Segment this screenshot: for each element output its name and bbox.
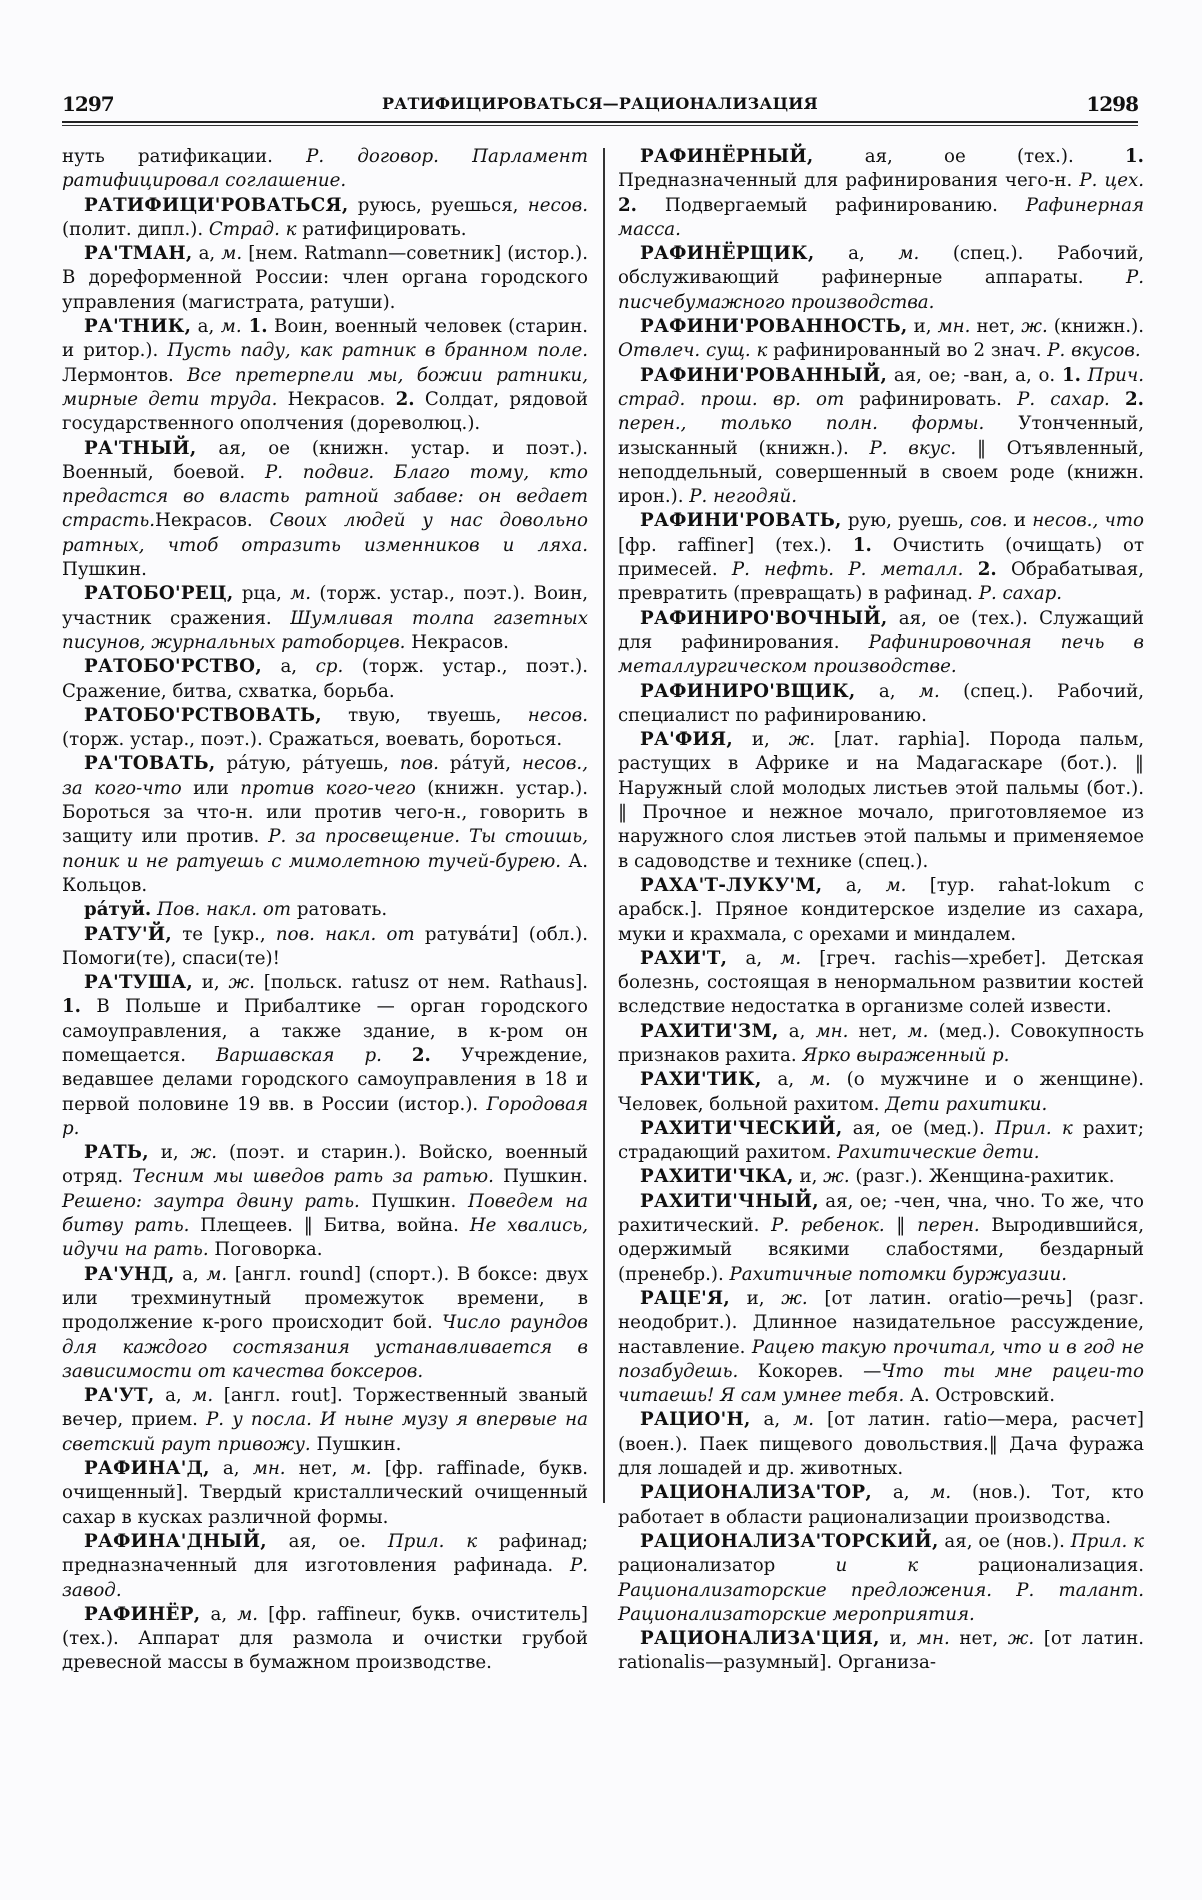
entry-text: а,: [761, 1069, 810, 1091]
dictionary-entry: [618, 509, 1144, 606]
entry-text: ‖: [884, 1215, 918, 1237]
entry-text: ‖ Отъявленный, неподдельный, совершенный в своем роде (книжн. ирон.).: [618, 437, 1144, 508]
italic-text: Пов. накл. от: [157, 899, 292, 921]
entry-text: [фр. raffineur, букв. очиститель] (тех.). Аппарат для размола и очистки грубой древесной массы в бумажном производстве.: [62, 1603, 589, 1674]
dictionary-entry: [618, 1020, 1144, 1069]
headword: РАТОБО'РЕЦ,: [84, 583, 234, 605]
entry-text: (разг.). Женщина-рахитик.: [849, 1166, 1115, 1188]
headword: РАТОБО'РСТВО,: [84, 656, 262, 678]
italic-text: Р. цех.: [1079, 170, 1145, 192]
entry-text: а,: [855, 680, 919, 702]
entry-text: а,: [727, 947, 781, 969]
entry-text: или: [181, 777, 241, 799]
headword: РАХИТИ'ЧЕСКИЙ,: [640, 1117, 843, 1139]
italic-text: и к: [835, 1555, 919, 1577]
dictionary-entry: [62, 1457, 588, 1530]
italic-text: мн.: [916, 1628, 950, 1650]
headword: РАФИНА'ДНЫЙ,: [84, 1530, 267, 1552]
dictionary-entry: [62, 194, 588, 243]
italic-text: несов.: [527, 194, 588, 216]
italic-text: м.: [793, 1409, 814, 1431]
headword: РА'ТОВАТЬ,: [84, 753, 216, 775]
entry-text: Пушкин.: [62, 559, 147, 581]
left-column: [62, 145, 588, 1676]
entry-text: Лермонтов.: [62, 364, 188, 386]
entry-text: рахит; страдающий рахитом.: [618, 1117, 1144, 1164]
headword: РАФИНИРО'ВОЧНЫЙ,: [640, 607, 888, 629]
italic-text: Р. вкус.: [869, 437, 957, 459]
italic-text: Рафинерная масса.: [618, 194, 1144, 240]
entry-text: и: [1007, 510, 1033, 532]
italic-text: несов., что: [1032, 510, 1144, 532]
headword: РАФИНА'Д,: [84, 1458, 210, 1480]
entry-text: и,: [879, 1628, 917, 1650]
dictionary-entry: [618, 947, 1144, 1020]
italic-text: Р. договор. Парламент ратифицировал соглашение.: [62, 146, 588, 192]
entry-text: (нов.). Тот, кто работает в области рационализации производства.: [618, 1482, 1145, 1528]
entry-text: ратува́ти] (обл.). Помоги(те), спаси(те)!: [62, 923, 588, 969]
headword: РА'ТУША,: [84, 972, 193, 994]
entry-text: а,: [750, 1409, 794, 1431]
italic-text: перен.: [917, 1215, 980, 1237]
italic-text: м.: [220, 316, 242, 338]
sense-number: 1.: [62, 996, 81, 1018]
entry-text: Утонченный, изысканный (книжн.).: [618, 413, 1145, 459]
entry-text: [фр. raffinade, букв. очищенный]. Твердый кристаллический очищенный сахар в кусках различной формы.: [62, 1458, 589, 1528]
entry-text: ая, ое (книжн. устар. и поэт.). Военный, боевой.: [62, 437, 588, 483]
headword: РАЦИО'Н,: [640, 1409, 751, 1431]
italic-text: Решено: заутра двину рать.: [62, 1190, 360, 1212]
dictionary-entry: [618, 145, 1144, 242]
dictionary-entry: [618, 242, 1144, 315]
italic-text: Шумливая толпа газетных писунов, журнальных ратоборцев.: [62, 607, 588, 653]
entry-text: Пушкин.: [493, 1166, 588, 1188]
entry-text: Учреждение, ведавшее делами городского самоуправления в 18 и первой половине 19 вв. в России (истор.).: [62, 1044, 588, 1115]
entry-text: (поэт. и старин.). Войско, военный отряд.: [62, 1142, 588, 1188]
column-divider: [603, 148, 605, 1503]
italic-text: Не хвались, идучи на рать.: [62, 1215, 588, 1261]
entry-text: (книжн.).: [1047, 316, 1145, 338]
dictionary-entry: [618, 1190, 1144, 1287]
entry-text: рафинировать.: [844, 388, 1018, 410]
entry-text: [от латин. rationalis—разумный]. Организа-: [618, 1628, 1145, 1674]
dictionary-entry: [62, 315, 588, 436]
italic-text: —Что ты мне рацеи-то читаешь! Я сам умнее тебя.: [618, 1360, 1144, 1407]
italic-text: пов.: [399, 753, 439, 775]
entry-text: Пушкин.: [310, 1433, 402, 1455]
entry-text: и,: [148, 1142, 191, 1164]
entry-text: рафинированный во 2 знач.: [767, 340, 1048, 362]
dictionary-entry: [618, 364, 1144, 510]
entry-text: Очистить (очищать) от примесей.: [618, 534, 1145, 581]
sense-number: 1.: [241, 316, 268, 338]
italic-text: м.: [918, 680, 940, 702]
headword: РАФИНЁРНЫЙ,: [640, 146, 814, 167]
italic-text: Р. писчебумажного производства.: [618, 267, 1144, 313]
entry-text: нет,: [285, 1458, 351, 1480]
entry-text: ая, ое; -ван, а, о.: [887, 364, 1062, 386]
italic-text: Р. негодяй.: [689, 486, 798, 508]
italic-text: Р. подвиг. Благо тому, кто предастся во власть ратной забаве: он ведает страсть.: [62, 461, 588, 532]
entry-text: ая, ое; -чен, чна, чно. То же, что рахитический.: [618, 1190, 1144, 1237]
entry-text: рационализатор: [618, 1555, 836, 1577]
headword: РАХИ'ТИК,: [640, 1069, 762, 1091]
entry-text: [1110, 389, 1125, 410]
entry-text: [нем. Ratmann—советник] (истор.). В дореформенной России: член органа городского управления (магистрата, ратуши).: [62, 243, 588, 313]
headword: РАФИНЁР,: [84, 1603, 201, 1625]
entry-text: А. Кольцов.: [62, 850, 588, 896]
headword: РА'УНД,: [84, 1263, 175, 1285]
page-number-left: 1297: [62, 92, 114, 116]
italic-text: Прил. к: [387, 1530, 478, 1552]
dictionary-entry: [62, 752, 588, 898]
entry-text: ая, ое.: [266, 1530, 388, 1552]
italic-text: несов.: [527, 704, 588, 726]
entry-text: ра́тую, ра́туешь,: [215, 753, 400, 775]
entry-text: а,: [209, 1458, 253, 1480]
italic-text: мн.: [815, 1020, 849, 1042]
entry-text: Солдат, рядовой государственного ополчения (дореволюц.).: [62, 388, 588, 435]
italic-text: Поведем на битву рать.: [62, 1190, 588, 1237]
entry-text: нет,: [848, 1020, 908, 1042]
sense-number: 2.: [411, 1044, 431, 1066]
italic-text: м.: [221, 243, 243, 265]
italic-text: ж.: [781, 1287, 808, 1309]
entry-text: [963, 559, 977, 580]
entry-text: [польск. ratusz от нем. Rathaus].: [254, 972, 588, 994]
italic-text: Страд. к: [208, 218, 297, 240]
entry-text: Воин, военный человек (старин. и ритор.).: [62, 316, 589, 362]
italic-text: м.: [898, 243, 920, 265]
headword: РАЦИОНАЛИЗА'ТОРСКИЙ,: [640, 1530, 939, 1552]
entry-text: те [укр.,: [171, 923, 276, 945]
entry-text: и,: [192, 972, 229, 994]
italic-text: Прил. к: [1070, 1530, 1144, 1552]
entry-text: и,: [793, 1166, 824, 1188]
headword: РА'ТМАН,: [84, 243, 193, 265]
entry-text: (спец.). Рабочий, специалист по рафинированию.: [618, 680, 1144, 726]
italic-text: Р. завод.: [62, 1555, 588, 1601]
entry-text: (о мужчине и о женщине). Человек, больной рахитом.: [618, 1069, 1145, 1115]
italic-text: Прил. к: [995, 1117, 1073, 1139]
sense-number: 1.: [852, 534, 872, 556]
dictionary-entry: [618, 315, 1144, 364]
entry-text: рца,: [233, 583, 291, 605]
entry-text: Плещеев. ‖ Битва, война.: [189, 1215, 470, 1237]
headword: РАТЬ,: [84, 1142, 149, 1164]
entry-text: руюсь, руешься,: [348, 194, 528, 216]
entry-text: Предназначенный для рафинирования чего-н.: [618, 170, 1080, 192]
entry-text: а,: [814, 243, 899, 265]
sense-number: 2.: [618, 194, 637, 216]
entry-text: а,: [191, 316, 221, 338]
sense-number: 2.: [977, 559, 997, 581]
italic-text: м.: [930, 1482, 952, 1504]
entry-text: а,: [822, 874, 886, 896]
entry-text: [англ. round] (спорт.). В боксе: двух или трехминутный промежуток времени, в продолжение к-рого происходит бой.: [62, 1263, 589, 1334]
headword: РАХА'Т-ЛУКУ'М,: [640, 874, 823, 896]
dictionary-entry: [62, 582, 588, 655]
entry-text: [фр. raffiner] (тех.).: [618, 534, 853, 556]
entry-text: (торж. устар., поэт.). Сражаться, воевать, бороться.: [62, 729, 563, 751]
italic-text: Рационализаторские предложения. Р. талант. Рационализаторские мероприятия.: [618, 1579, 1144, 1625]
dictionary-entry: [618, 1627, 1144, 1676]
dictionary-entry: [618, 1068, 1144, 1117]
headword: РАТОБО'РСТВОВАТЬ,: [84, 704, 322, 726]
italic-text: Рахитичные потомки буржуазии.: [729, 1263, 1067, 1285]
entry-text: Некрасов.: [405, 631, 509, 653]
entry-text: ая, ое (нов.).: [938, 1530, 1071, 1552]
dictionary-entry: [62, 1603, 588, 1676]
dictionary-entry: [62, 971, 588, 1141]
dictionary-entry: [62, 1141, 588, 1262]
dictionary-entry: [62, 923, 588, 972]
headword: РАЦЕ'Я,: [640, 1287, 730, 1309]
italic-text: Пусть паду, как ратник в бранном поле.: [167, 340, 588, 362]
headword: РАХИТИ'ЧНЫЙ,: [640, 1190, 819, 1212]
page-number-right: 1298: [1086, 92, 1138, 116]
headword: РА'УТ,: [84, 1385, 155, 1407]
entry-text: а,: [192, 243, 222, 265]
entry-text: [тур. rahat-lokum с арабск.]. Пряное кондитерское изделие из сахара, муки и крахмала, с орехами и миндалем.: [618, 874, 1145, 945]
italic-text: ж.: [823, 1166, 850, 1188]
italic-text: Рахитические дети.: [837, 1142, 1040, 1164]
headword: РАТИФИЦИ'РОВАТЬСЯ,: [84, 194, 349, 216]
italic-text: Тесним мы шведов рать за ратью.: [132, 1166, 494, 1188]
entry-text: Поговорка.: [208, 1239, 323, 1261]
entry-text: (торж. устар., поэт.). Воин, участник сражения.: [62, 583, 589, 629]
running-head: РАТИФИЦИРОВАТЬСЯ—РАЦИОНАЛИЗАЦИЯ: [382, 94, 818, 113]
entry-text: (мед.). Совокупность признаков рахита.: [618, 1020, 1144, 1066]
italic-text: Варшавская р.: [216, 1044, 382, 1066]
dictionary-entry: [618, 874, 1144, 947]
italic-text: м.: [192, 1385, 214, 1407]
entry-text: рационализация.: [918, 1555, 1144, 1577]
italic-text: Число раундов для каждого состязания устанавливается в зависимости от качества боксеров.: [62, 1312, 588, 1382]
entry-text: А. Островский.: [904, 1385, 1055, 1407]
italic-text: ж.: [1021, 316, 1048, 338]
entry-text: [лат. raphia]. Порода пальм, растущих в Африке и на Мадагаскаре (бот.). ‖ Наружный слой молодых листьев этой пальмы (бот.). ‖ Прочное и нежное мочало, приготовляемое из наружного слоя листьев этой пальмы и применяемое в садоводстве и технике (спец.).: [618, 729, 1145, 872]
italic-text: Рацею такую прочитал, что и в год не позабудешь.: [618, 1336, 1144, 1382]
entry-text: нет,: [970, 316, 1022, 338]
headword: РАФИНИ'РОВАННОСТЬ,: [640, 316, 908, 338]
dictionary-entry: [618, 1117, 1144, 1166]
headword: РА'ТНЫЙ,: [84, 437, 197, 459]
dictionary-entry: [618, 1481, 1144, 1530]
italic-text: Все претерпели мы, божии ратники, мирные дети труда.: [62, 364, 588, 410]
italic-text: Городовая р.: [62, 1093, 588, 1139]
italic-text: Своих людей у нас довольно ратных, чтоб отразить изменников и ляха.: [62, 510, 588, 556]
headword: РАХИТИ'ЧКА,: [640, 1166, 794, 1188]
italic-text: Прич. страд. прош. вр. от: [618, 364, 1144, 410]
dictionary-entry: [618, 728, 1144, 874]
italic-text: Р. за просвещение. Ты стоишь, поник и не ратуешь с мимолетною тучей-бурею.: [62, 826, 588, 872]
headword: РАЦИОНАЛИЗА'ТОР,: [640, 1482, 873, 1504]
italic-text: ж.: [190, 1142, 218, 1164]
entry-text: и,: [729, 1287, 782, 1309]
entry-text: а,: [778, 1020, 816, 1042]
dictionary-entry: [62, 1384, 588, 1457]
italic-text: Р. сахар.: [1017, 388, 1110, 410]
header-rule-thin: [62, 125, 1138, 126]
sense-number: 1.: [1061, 364, 1081, 386]
entry-text: а,: [154, 1385, 193, 1407]
italic-text: м.: [350, 1458, 372, 1480]
entry-text: Обрабатывая, превратить (превращать) в рафинад.: [618, 559, 1144, 605]
dictionary-entry: [62, 437, 588, 583]
italic-text: Дети рахитики.: [885, 1093, 1048, 1115]
entry-text: нуть ратификации.: [62, 146, 307, 167]
entry-text: (торж. устар., поэт.). Сражение, битва, схватка, борьба.: [62, 656, 588, 702]
entry-text: и,: [732, 729, 789, 751]
italic-text: ср.: [315, 656, 344, 678]
italic-text: пов. накл. от: [275, 923, 415, 945]
italic-text: Рафинировочная печь в металлургическом производстве.: [618, 631, 1144, 678]
italic-text: против кого-чего: [240, 777, 416, 799]
dictionary-entry: [618, 1287, 1144, 1408]
italic-text: м.: [885, 874, 907, 896]
entry-text: Кокорев.: [738, 1360, 864, 1382]
italic-text: сов.: [970, 510, 1008, 532]
entry-text: а,: [200, 1603, 238, 1625]
entry-text: а,: [261, 656, 316, 678]
italic-text: ж.: [228, 972, 255, 994]
sense-number: 2.: [1125, 388, 1145, 410]
entry-text: ая, ое (тех.). Служащий для рафинирования.: [618, 607, 1144, 653]
entry-text: [от латин. ratio—мера, расчет] (воен.). Паек пищевого довольствия.‖ Дача фуража для лошадей и др. животных.: [618, 1409, 1145, 1480]
italic-text: Р. нефть. Р. металл.: [731, 559, 964, 581]
italic-text: ж.: [788, 729, 816, 751]
headword: РАФИНИ'РОВАТЬ,: [640, 510, 842, 532]
entry-text: [от латин. oratio—речь] (разг. неодобрит.). Длинное назидательное рассуждение, наставление.: [618, 1287, 1144, 1358]
entry-text: (книжн. устар.). Бороться за что-н. или против чего-н., говорить в защиту или против.: [62, 777, 589, 848]
sense-number: 2.: [395, 388, 415, 410]
dictionary-entry: [62, 898, 588, 922]
dictionary-entry: [62, 655, 588, 704]
entry-text: твую, твуешь,: [321, 704, 528, 726]
entry-text: рую, руешь,: [841, 510, 971, 532]
dictionary-entry: [618, 1530, 1144, 1627]
italic-text: перен., только полн. формы.: [618, 413, 985, 435]
headword: РА'ТНИК,: [84, 316, 192, 338]
header-rule-thick: [62, 121, 1138, 123]
italic-text: Р. сахар.: [978, 583, 1063, 605]
entry-text: Некрасов.: [155, 510, 270, 532]
dictionary-entry: [618, 607, 1144, 680]
entry-text: Некрасов.: [277, 388, 396, 410]
entry-text: нет,: [949, 1628, 1008, 1650]
headword: РАФИНИ'РОВАННЫЙ,: [640, 364, 888, 386]
italic-text: м.: [809, 1069, 831, 1091]
dictionary-entry: [62, 1263, 588, 1384]
entry-text: ая, ое (тех.).: [813, 146, 1125, 167]
italic-text: ж.: [1007, 1628, 1035, 1650]
entry-text: Подвергаемый рафинированию.: [637, 194, 1026, 216]
headword: РАФИНЁРЩИК,: [640, 243, 815, 265]
italic-text: м.: [237, 1603, 259, 1625]
italic-text: мн.: [937, 316, 971, 338]
dictionary-entry: [618, 1408, 1144, 1481]
italic-text: Р. у посла. И ныне музу я впервые на светский раут привожу.: [62, 1409, 588, 1455]
headword: РАФИНИРО'ВЩИК,: [640, 680, 856, 702]
italic-text: м.: [290, 583, 312, 605]
entry-text: и,: [907, 316, 938, 338]
dictionary-entry: [62, 242, 588, 315]
italic-text: Р. ребенок.: [771, 1215, 885, 1237]
headword: РАЦИОНАЛИЗА'ЦИЯ,: [640, 1628, 880, 1650]
entry-text: ратифицировать.: [296, 218, 467, 240]
entry-text: (спец.). Рабочий, обслуживающий рафинерные аппараты.: [618, 243, 1144, 289]
headword: РАТУ'Й,: [84, 923, 172, 945]
headword: РА'ФИЯ,: [640, 729, 733, 751]
entry-text: ратовать.: [291, 899, 388, 921]
entry-text: рафинад; предназначенный для изготовления рафинада.: [62, 1530, 588, 1577]
entry-text: [греч. rachis—хребет]. Детская болезнь, состоящая в ненормальном развитии костей вследствие недостатка в организме солей извести.: [618, 947, 1144, 1018]
dictionary-entry: [62, 1530, 588, 1603]
italic-text: м.: [907, 1020, 929, 1042]
entry-text: ра́туй,: [438, 753, 522, 775]
dictionary-entry: [62, 704, 588, 753]
right-column: [618, 145, 1144, 1676]
entry-text: В Польше и Прибалтике — орган городского самоуправления, а также здание, в к-ром он помещается.: [62, 996, 588, 1066]
headword: РАХИ'Т,: [640, 947, 728, 969]
italic-text: Р. вкусов.: [1047, 340, 1141, 362]
italic-text: мн.: [252, 1458, 286, 1480]
entry-text: ая, ое (мед.).: [842, 1117, 996, 1139]
entry-text: [382, 1045, 412, 1066]
italic-text: Ярко выраженный р.: [802, 1044, 1010, 1066]
entry-text: Пушкин.: [359, 1190, 468, 1212]
italic-text: несов., за кого-что: [62, 753, 588, 799]
italic-text: м.: [206, 1263, 228, 1285]
entry-text: [1081, 365, 1088, 386]
sense-number: 1.: [1125, 146, 1144, 167]
headword: РАХИТИ'ЗМ,: [640, 1020, 779, 1042]
dictionary-entry: [62, 145, 588, 194]
entry-text: а,: [872, 1482, 931, 1504]
italic-text: Отвлеч. сущ. к: [618, 340, 768, 362]
entry-text: а,: [174, 1263, 207, 1285]
italic-text: м.: [780, 947, 802, 969]
dictionary-entry: [618, 1165, 1144, 1189]
page-header: [62, 92, 1138, 120]
entry-text: (полит. дипл.).: [62, 218, 209, 240]
dictionary-entry: [618, 680, 1144, 729]
entry-text: Выродившийся, одержимый всякими слабостями, бездарный (пренебр.).: [618, 1215, 1144, 1285]
sense-number: ра́туй.: [84, 899, 152, 921]
entry-text: [англ. rout]. Торжественный званый вечер, прием.: [62, 1385, 588, 1431]
